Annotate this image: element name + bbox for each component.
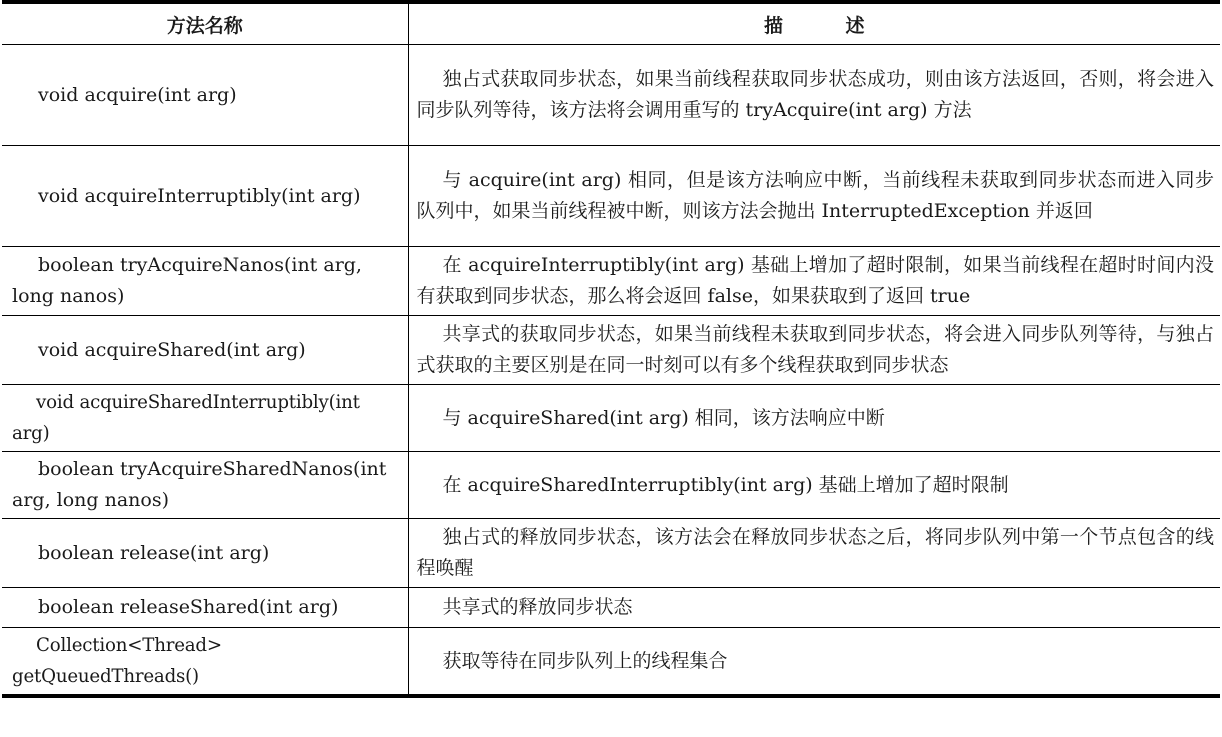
table-header-row: [2, 2, 1220, 45]
method-cell: void acquireSharedInterruptibly(int arg): [2, 385, 408, 452]
description-cell: 共享式的获取同步状态，如果当前线程未获取到同步状态，将会进入同步队列等待，与独占式获取的主要区别是在同一时刻可以有多个线程获取到同步状态: [408, 316, 1220, 385]
method-cell: void acquireInterruptibly(int arg): [2, 146, 408, 247]
description-cell: 在 acquireInterruptibly(int arg) 基础上增加了超时限制，如果当前线程在超时时间内没有获取到同步状态，那么将会返回 false，如果获取到了返回 true: [408, 247, 1220, 316]
table-row: [2, 146, 1220, 247]
description-cell: 独占式的释放同步状态，该方法会在释放同步状态之后，将同步队列中第一个节点包含的线程唤醒: [408, 519, 1220, 588]
method-cell: boolean tryAcquireNanos(int arg, long nanos): [2, 247, 408, 316]
header-description: 描 述: [408, 2, 1220, 45]
description-cell: 在 acquireSharedInterruptibly(int arg) 基础上增加了超时限制: [408, 452, 1220, 519]
method-cell: void acquireShared(int arg): [2, 316, 408, 385]
table-row: [2, 628, 1220, 697]
method-cell: Collection<Thread> getQueuedThreads(): [2, 628, 408, 697]
table-row: [2, 316, 1220, 385]
table-row: [2, 385, 1220, 452]
table-row: [2, 247, 1220, 316]
header-method-name: 方法名称: [2, 2, 408, 45]
table-row: [2, 452, 1220, 519]
method-cell: void acquire(int arg): [2, 45, 408, 146]
method-cell: boolean releaseShared(int arg): [2, 588, 408, 628]
method-cell: boolean release(int arg): [2, 519, 408, 588]
description-cell: 获取等待在同步队列上的线程集合: [408, 628, 1220, 697]
table-row: [2, 45, 1220, 146]
description-cell: 与 acquire(int arg) 相同，但是该方法响应中断，当前线程未获取到同步状态而进入同步队列中，如果当前线程被中断，则该方法会抛出 InterruptedException 并返回: [408, 146, 1220, 247]
method-cell: boolean tryAcquireSharedNanos(int arg, long nanos): [2, 452, 408, 519]
table-row: [2, 588, 1220, 628]
method-table-container: [2, 0, 1220, 698]
description-cell: 独占式获取同步状态，如果当前线程获取同步状态成功，则由该方法返回，否则，将会进入同步队列等待，该方法将会调用重写的 tryAcquire(int arg) 方法: [408, 45, 1220, 146]
description-cell: 共享式的释放同步状态: [408, 588, 1220, 628]
method-table: [2, 0, 1220, 698]
description-cell: 与 acquireShared(int arg) 相同，该方法响应中断: [408, 385, 1220, 452]
table-row: [2, 519, 1220, 588]
